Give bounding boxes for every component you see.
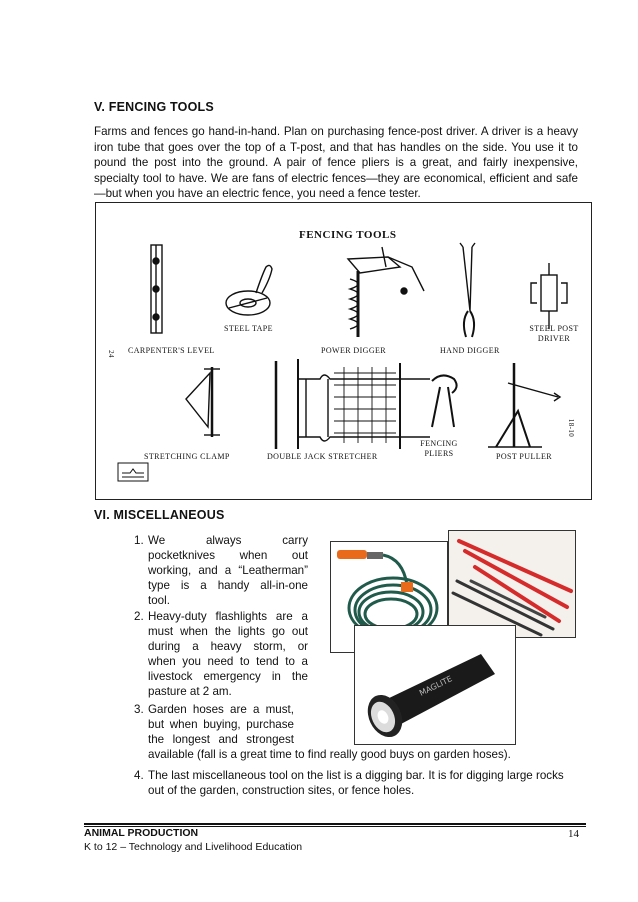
label-power-digger: POWER DIGGER [321,346,387,355]
label-stretching-clamp: STRETCHING CLAMP [144,452,230,461]
fencing-pliers-drawing [432,375,457,427]
item2-line5: livestock emergency in the [148,670,308,683]
item1-line4: type is a handy all-in-one [148,579,308,592]
stretching-clamp-drawing [186,367,220,437]
label-fencing-pliers-line2: PLIERS [424,449,454,458]
digging-bars-image [449,531,575,637]
label-steel-post-line2: DRIVER [537,334,571,343]
figure-side-code-left: 24 [106,350,115,358]
item4-line2: out of the garden, construction sites, or fence holes. [148,784,415,797]
power-digger-drawing [348,247,424,337]
publisher-logo [118,463,148,481]
item1-line1: We always carry [148,534,308,547]
item1-line3: working, and a “Leatherman” [148,564,308,577]
page-number: 14 [568,828,579,840]
carpenters-level-drawing [151,245,162,333]
label-fencing-pliers [419,439,459,459]
label-double-jack-stretcher: DOUBLE JACK STRETCHER [267,452,378,461]
list-item-1 [134,533,310,605]
item2-line1: Heavy-duty flashlights are a [148,610,308,623]
item3-line2: but when buying, purchase [148,718,294,731]
item4-line1: The last miscellaneous tool on the list is a digging bar. It is for digging large rocks [148,769,564,782]
item3-line4: available (fall is a great time to find really good buys on garden hoses). [148,748,511,761]
list-number: 1. [134,534,144,547]
item3-line3: the longest and strongest [148,733,294,746]
label-post-puller: POST PULLER [496,452,553,461]
steel-post-driver-drawing [531,263,567,329]
list-item-4 [134,768,584,802]
item2-line4: when you need to tend to a [148,655,308,668]
item2-line6: pasture at 2 am. [148,685,232,698]
post-puller-drawing [488,363,560,447]
list-number: 4. [134,769,144,782]
label-hand-digger: HAND DIGGER [440,346,500,355]
item2-line2: must when the lights go out [148,625,308,638]
label-steel-tape: STEEL TAPE [224,324,273,333]
flashlight-brand-text: MAGLITE [417,674,454,698]
fencing-tools-paragraph: Farms and fences go hand-in-hand. Plan on purchasing fence-post driver. A driver is a heavy iron tube that goes over the top of a T-post, and that has handles on the side. You use it to pound the post into the ground. A pair of fence pliers is a great, and fairly inexpensive, specialty tool to have. We are fans of electric fences—they are economical, efficient and safe—but when you have an electric fence, you need a fence tester. [94,125,578,201]
digging-bars-photo [448,530,576,638]
list-number: 3. [134,703,144,716]
hand-digger-drawing [460,243,475,337]
list-item-3 [134,702,554,762]
item1-line2: pocketknives when out [148,549,308,562]
item1-line5: tool. [148,594,170,607]
figure-title: FENCING TOOLS [299,229,397,241]
list-item-2 [134,609,310,697]
label-steel-post-line1: STEEL POST [529,324,579,333]
item3-line1: Garden hoses are a must, [148,703,294,716]
steel-tape-drawing [226,265,272,315]
label-steel-post-driver [526,324,582,344]
footer-title: ANIMAL PRODUCTION [84,827,199,839]
section-heading-miscellaneous: VI. MISCELLANEOUS [94,508,225,522]
double-jack-stretcher-drawing [276,359,430,449]
label-carpenters-level: CARPENTER'S LEVEL [128,346,215,355]
fencing-tools-figure [95,202,592,500]
list-number: 2. [134,610,144,623]
section-heading-fencing-tools: V. FENCING TOOLS [94,100,214,114]
label-fencing-pliers-line1: FENCING [420,439,458,448]
item2-line3: during a heavy storm, or [148,640,308,653]
footer-rule-thick [84,823,586,825]
footer-subtitle: K to 12 – Technology and Livelihood Education [84,841,303,853]
figure-side-code-right: 18-10 [567,418,576,438]
